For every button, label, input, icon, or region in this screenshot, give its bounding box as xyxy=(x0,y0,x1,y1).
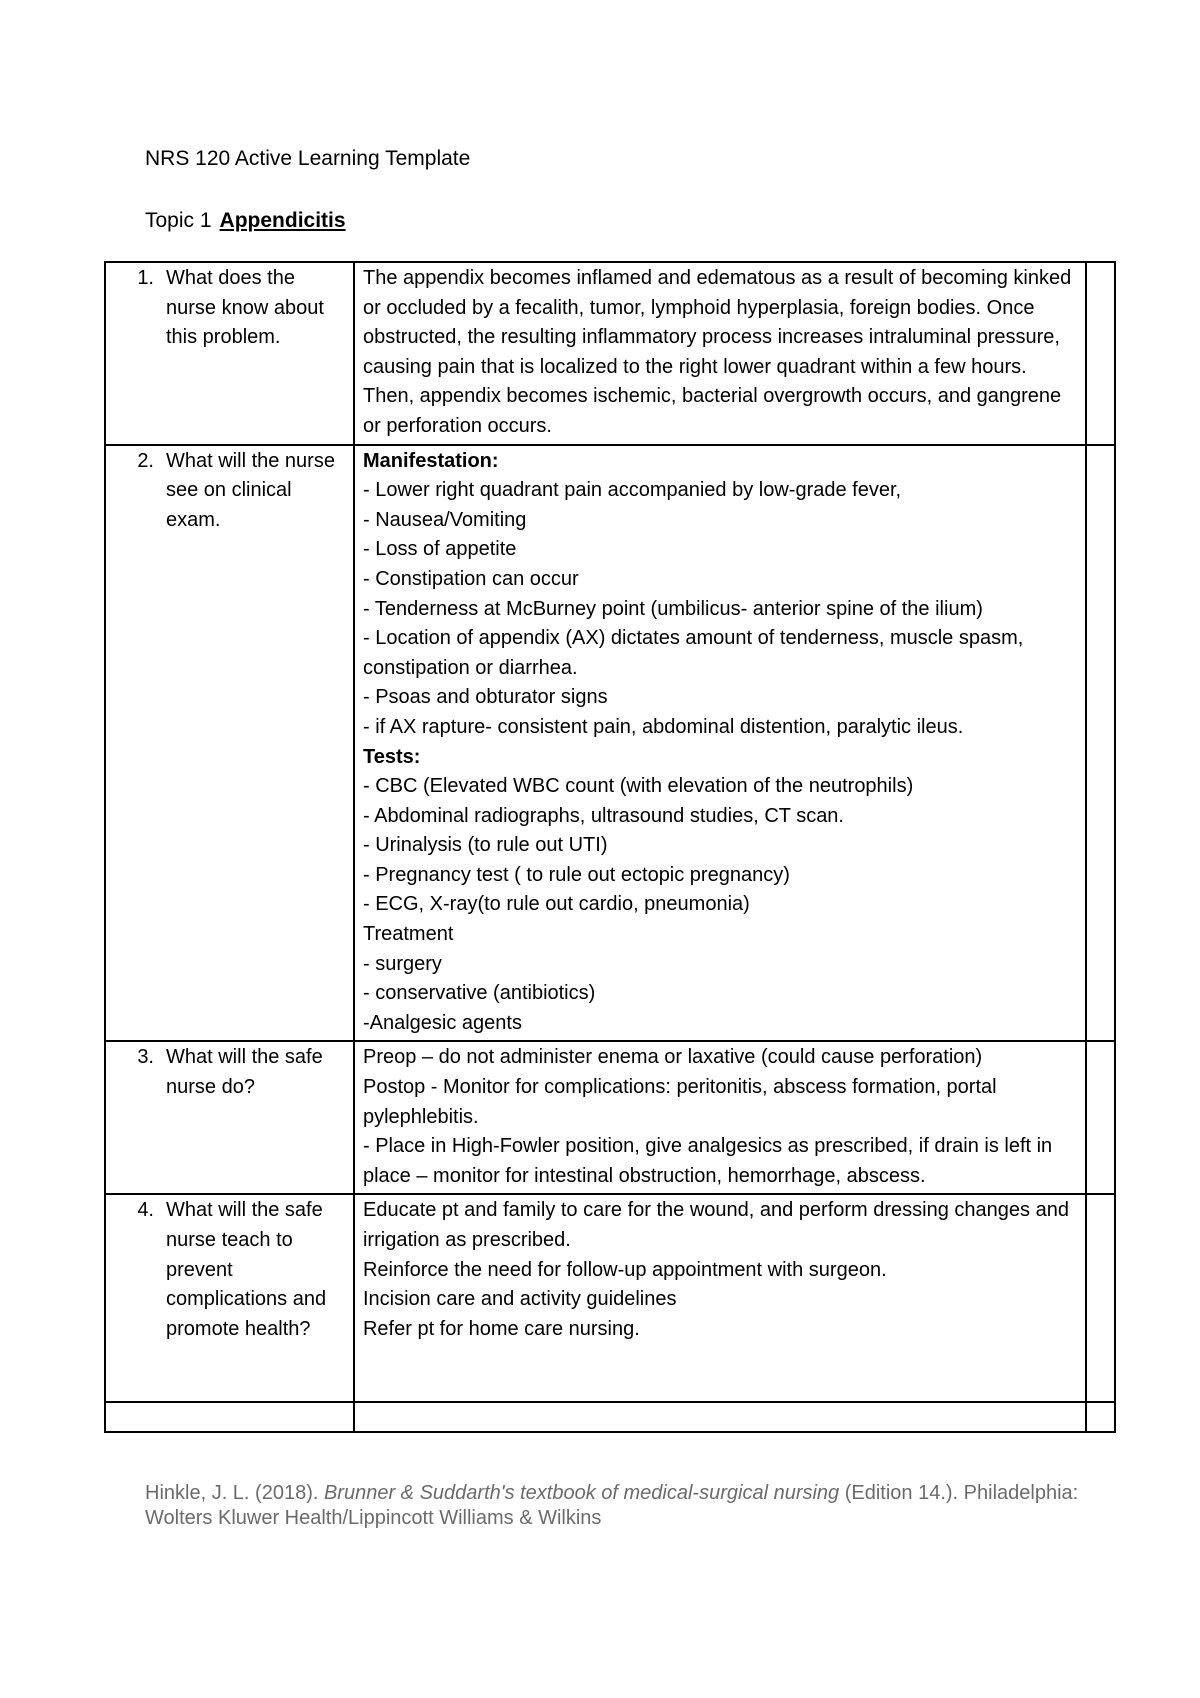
answer-cell xyxy=(354,1041,1086,1194)
answer-line: Postop - Monitor for complications: peritonitis, abscess formation, portal pylephlebitis. xyxy=(362,1076,997,1128)
answer-line: - Psoas and obturator signs xyxy=(362,686,608,709)
empty-cell xyxy=(1086,1041,1115,1194)
answer-line: - Lower right quadrant pain accompanied by low-grade fever, xyxy=(362,479,902,502)
empty-cell xyxy=(1086,262,1115,445)
document-title: NRS 120 Active Learning Template xyxy=(145,147,471,170)
empty-cell xyxy=(1086,1194,1115,1402)
citation-author: Hinkle, J. L. (2018). xyxy=(145,1482,324,1504)
empty-cell xyxy=(105,1402,354,1432)
citation-publisher: (Edition 14.). Philadelphia: Wolters Kluwer Health/Lippincott Williams & Wilkins xyxy=(145,1482,1079,1529)
topic-heading xyxy=(145,208,346,234)
table-row xyxy=(105,1194,1115,1402)
answer-line: - ECG, X-ray(to rule out cardio, pneumonia) xyxy=(362,893,750,916)
question-number: 1. xyxy=(137,267,154,289)
answer-line: Reinforce the need for follow-up appointment with surgeon. xyxy=(362,1258,887,1281)
topic-label: Topic 1 xyxy=(145,209,212,232)
section-heading-manifestation: Manifestation: xyxy=(362,449,499,472)
empty-cell xyxy=(354,1402,1086,1432)
answer-line: Preop – do not administer enema or laxative (could cause perforation) xyxy=(362,1046,983,1069)
answer-line: - Constipation can occur xyxy=(362,567,579,590)
reference-citation xyxy=(145,1481,1085,1531)
question-text: What will the safe nurse do? xyxy=(166,1046,323,1099)
topic-name: Appendicitis xyxy=(219,209,346,232)
question-number: 3. xyxy=(137,1046,154,1069)
question-text: What will the safe nurse teach to prevent complications and promote health? xyxy=(166,1199,327,1340)
question-cell xyxy=(105,1041,354,1194)
question-cell xyxy=(105,445,354,1042)
answer-line: - CBC (Elevated WBC count (with elevation of the neutrophils) xyxy=(362,775,914,798)
question-number: 2. xyxy=(137,449,154,472)
question-number: 4. xyxy=(137,1199,154,1222)
answer-line: Refer pt for home care nursing. xyxy=(362,1317,640,1340)
answer-line: - Place in High-Fowler position, give analgesics as prescribed, if drain is left in place – monitor for intestinal obstruction, hemorrhage, abscess. xyxy=(362,1135,1053,1187)
answer-line: - Location of appendix (AX) dictates amount of tenderness, muscle spasm, constipation or diarrhea. xyxy=(362,627,1024,679)
active-learning-table xyxy=(104,261,1116,1433)
answer-line: The appendix becomes inflamed and edematous as a result of becoming kinked or occluded by a fecalith, tumor, lymphoid hyperplasia, foreign bodies. Once obstructed, the resulting inflammatory process increases intraluminal pressure, causing pain that is localized to the right lower quadrant within a few hours. Then, appendix becomes ischemic, bacterial overgrowth occurs, and gangrene or perforation occurs. xyxy=(362,267,1072,437)
table-row-empty xyxy=(105,1402,1115,1432)
answer-line: Incision care and activity guidelines xyxy=(362,1288,677,1311)
table-row xyxy=(105,1041,1115,1194)
answer-line: - Tenderness at McBurney point (umbilicus- anterior spine of the ilium) xyxy=(362,597,983,620)
answer-cell xyxy=(354,1194,1086,1402)
question-text: What will the nurse see on clinical exam. xyxy=(166,449,335,531)
answer-cell xyxy=(354,262,1086,445)
section-heading-treatment: Treatment xyxy=(362,923,454,946)
table-row xyxy=(105,262,1115,445)
section-heading-tests: Tests: xyxy=(362,745,421,768)
answer-line: - if AX rapture- consistent pain, abdominal distention, paralytic ileus. xyxy=(362,715,964,738)
answer-line: -Analgesic agents xyxy=(362,1011,522,1034)
answer-line: - Urinalysis (to rule out UTI) xyxy=(362,834,608,857)
answer-line: - Abdominal radiographs, ultrasound studies, CT scan. xyxy=(362,804,844,827)
question-cell xyxy=(105,262,354,445)
empty-cell xyxy=(1086,1402,1115,1432)
question-cell xyxy=(105,1194,354,1402)
answer-line: - Pregnancy test ( to rule out ectopic pregnancy) xyxy=(362,863,790,886)
question-text: What does the nurse know about this problem. xyxy=(166,267,324,349)
answer-cell xyxy=(354,445,1086,1042)
answer-line: - conservative (antibiotics) xyxy=(362,982,596,1005)
citation-book-title: Brunner & Suddarth's textbook of medical-surgical nursing xyxy=(323,1482,840,1504)
answer-line: Educate pt and family to care for the wound, and perform dressing changes and irrigation as prescribed. xyxy=(362,1199,1069,1251)
answer-line: - Loss of appetite xyxy=(362,538,517,561)
answer-line: - surgery xyxy=(362,952,442,975)
answer-line: - Nausea/Vomiting xyxy=(362,508,527,531)
table-row xyxy=(105,445,1115,1042)
empty-cell xyxy=(1086,445,1115,1042)
